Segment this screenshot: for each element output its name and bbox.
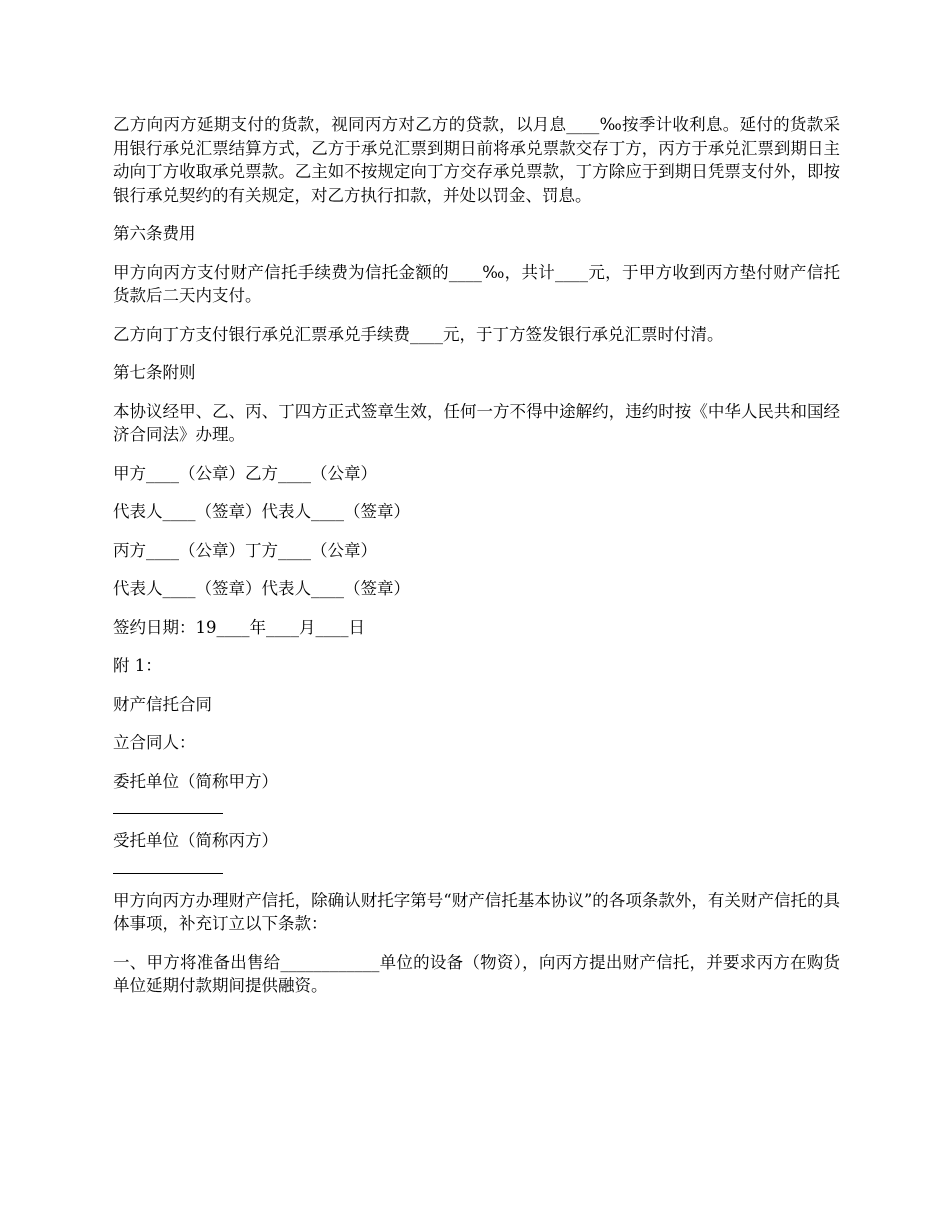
heading-article-7-supplementary: 第七条附则: [113, 363, 196, 382]
paragraph-deferred-payment: 乙方向丙方延期支付的货款，视同丙方对乙方的贷款，以月息____‰按季计收利息。延付的货款采用银行承兑汇票结算方式，乙方于承兑汇票到期日前将承兑票款交存丁方，丙方于承兑汇票到期日主动向丁方收取承兑票款。乙主如不按规定向丁方交存承兑票款，丁方除应于到期日凭票支付外，即按银行承兑契约的有关规定，对乙方执行扣款，并处以罚金、罚息。: [113, 115, 840, 205]
trustee-party-label: 受托单位（简称丙方）: [113, 831, 278, 850]
signature-line-representatives-1: 代表人____（签章）代表人____（签章）: [113, 502, 410, 521]
paragraph-trust-fee: 甲方向丙方支付财产信托手续费为信托金额的____‰，共计____元，于甲方收到丙方垫付财产信托货款后二天内支付。: [113, 262, 840, 305]
signature-line-representatives-2: 代表人____（签章）代表人____（签章）: [113, 579, 410, 598]
heading-article-6-fees: 第六条费用: [113, 224, 196, 243]
contracting-parties-label: 立合同人：: [113, 733, 196, 752]
signature-line-party-c-d: 丙方____（公章）丁方____（公章）: [113, 540, 377, 560]
signing-date-line: 签约日期：19____年____月____日: [113, 617, 365, 637]
paragraph-trust-intro: 甲方向丙方办理财产信托，除确认财托字第号“财产信托基本协议”的各项条款外，有关财产信托的具体事项，补充订立以下条款：: [113, 890, 840, 933]
contract-title: 财产信托合同: [113, 694, 212, 714]
document-page: [113, 113, 840, 998]
signature-line-party-a-b: 甲方____（公章）乙方____（公章）: [113, 463, 377, 483]
paragraph-acceptance-fee: 乙方向丁方支付银行承兑汇票承兑手续费____元，于丁方签发银行承兑汇票时付清。: [113, 324, 724, 344]
paragraph-clause-1: 一、甲方将准备出售给____________单位的设备（物资），向丙方提出财产信托，并要求丙方在购货单位延期付款期间提供融资。: [113, 952, 840, 995]
entrusting-party-label: 委托单位（简称甲方）: [113, 771, 278, 791]
paragraph-effectiveness: 本协议经甲、乙、丙、丁四方正式签章生效，任何一方不得中途解约，违约时按《中华人民共和国经济合同法》办理。: [113, 401, 840, 444]
appendix-label: 附 1：: [113, 656, 162, 675]
